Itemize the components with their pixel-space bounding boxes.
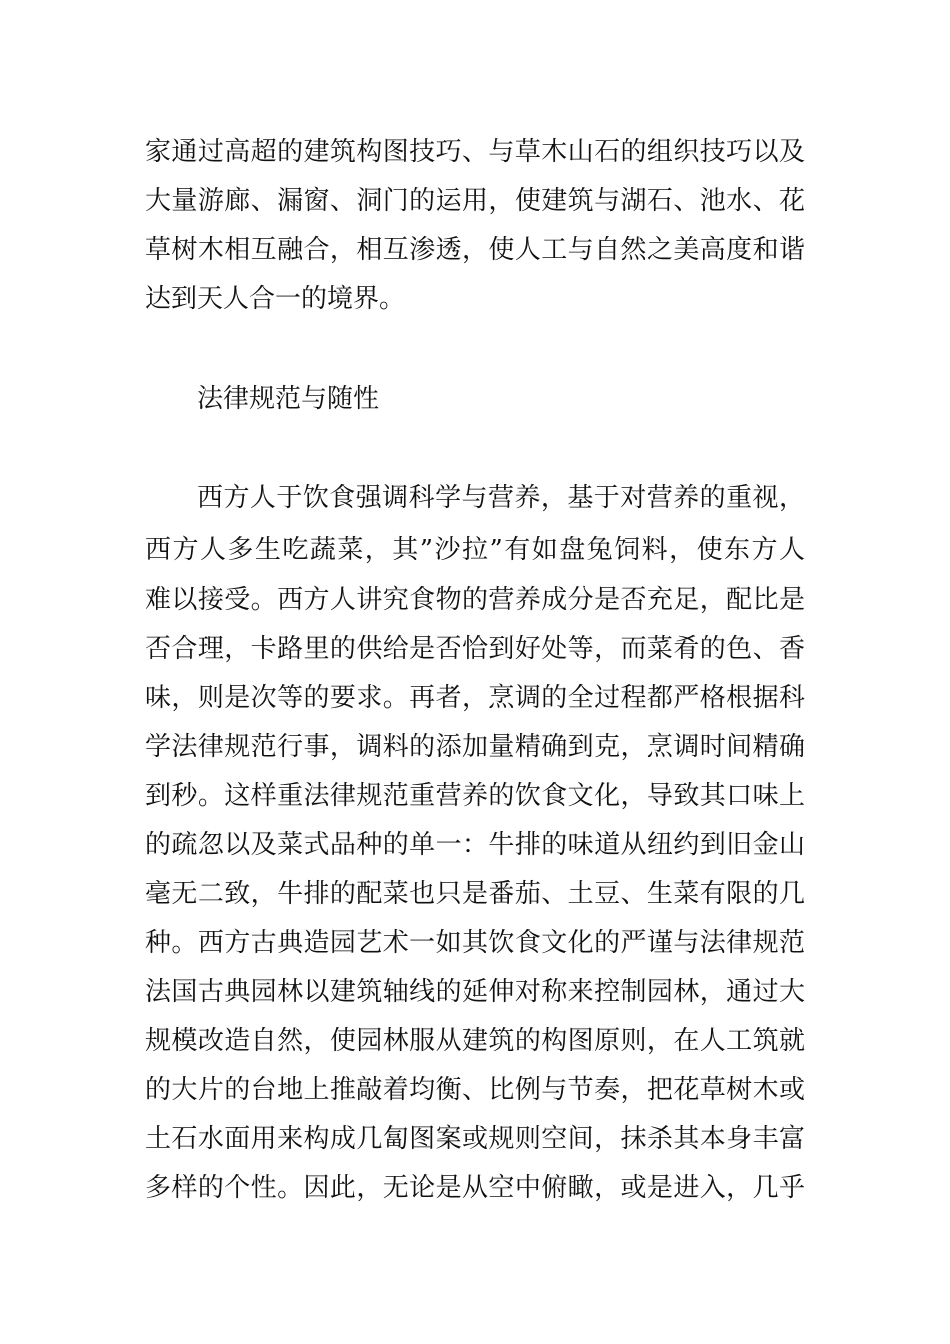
paragraph2-line-15: 多样的个性。因此，无论是从空中俯瞰，或是进入，几乎: [145, 1173, 805, 1203]
section-heading: 法律规范与随性: [197, 384, 380, 414]
paragraph1-line-3: 草树木相互融合，相互渗透，使人工与自然之美高度和谐: [145, 235, 805, 265]
paragraph1-line-2: 大量游廊、漏窗、洞门的运用，使建筑与湖石、池水、花: [145, 186, 805, 216]
paragraph2-line-11: 法国古典园林以建筑轴线的延伸对称来控制园林，通过大: [145, 977, 805, 1007]
paragraph1-line-1: 家通过高超的建筑构图技巧、与草木山石的组织技巧以及: [145, 137, 805, 167]
paragraph2-line-4: 否合理，卡路里的供给是否恰到好处等，而菜肴的色、香: [145, 634, 805, 664]
paragraph2-line-13: 的大片的台地上推敲着均衡、比例与节奏，把花草树木或: [145, 1075, 805, 1105]
paragraph2-line-2: 西方人多生吃蔬菜，其”沙拉”有如盘兔饲料，使东方人: [145, 535, 805, 565]
paragraph2-line-7: 到秒。这样重法律规范重营养的饮食文化，导致其口味上: [145, 781, 805, 811]
paragraph2-line-9: 毫无二致，牛排的配菜也只是番茄、土豆、生菜有限的几: [145, 879, 805, 909]
paragraph2-line-12: 规模改造自然，使园林服从建筑的构图原则，在人工筑就: [145, 1026, 805, 1056]
paragraph2-line-14: 土石水面用来构成几匐图案或规则空间，抹杀其本身丰富: [145, 1124, 805, 1154]
paragraph1-line-4: 达到天人合一的境界。: [145, 284, 406, 314]
paragraph2-line-5: 味，则是次等的要求。再者，烹调的全过程都严格根据科: [145, 683, 805, 713]
paragraph2-line-6: 学法律规范行事，调料的添加量精确到克，烹调时间精确: [145, 732, 805, 762]
paragraph2-line-3: 难以接受。西方人讲究食物的营养成分是否充足，配比是: [145, 585, 805, 615]
paragraph2-line-8: 的疏忽以及菜式品种的单一：牛排的味道从纽约到旧金山: [145, 830, 805, 860]
paragraph2-line-10: 种。西方古典造园艺术一如其饮食文化的严谨与法律规范: [145, 928, 805, 958]
paragraph2-line-1: 西方人于饮食强调科学与营养，基于对营养的重视，: [197, 483, 805, 513]
